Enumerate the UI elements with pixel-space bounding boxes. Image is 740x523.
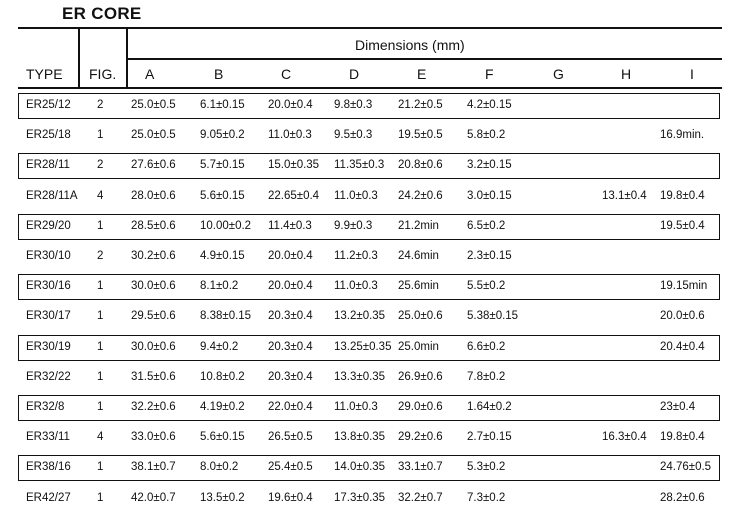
cell-a: 38.1±0.7 <box>131 461 176 474</box>
cell-e: 25.0±0.6 <box>398 310 443 323</box>
cell-b: 8.0±0.2 <box>200 461 239 474</box>
cell-type: ER29/20 <box>26 219 71 232</box>
cell-f: 5.3±0.2 <box>467 461 506 474</box>
cell-d: 9.8±0.3 <box>334 99 373 111</box>
cell-fig: 2 <box>97 250 104 262</box>
cell-i: 20.0±0.6 <box>660 310 705 323</box>
cell-a: 25.0±0.5 <box>131 99 176 111</box>
cell-b: 8.1±0.2 <box>200 280 239 293</box>
cell-fig: 1 <box>97 310 104 323</box>
cell-a: 31.5±0.6 <box>131 370 176 383</box>
cell-d: 13.3±0.35 <box>334 370 386 383</box>
cell-f: 4.2±0.15 <box>467 99 512 111</box>
column-header-f: F <box>485 66 494 82</box>
cell-d: 14.0±0.35 <box>334 461 386 474</box>
cell-b: 10.00±0.2 <box>200 219 252 232</box>
cell-c: 15.0±0.35 <box>268 159 320 172</box>
cell-i: 28.2±0.6 <box>660 491 705 504</box>
cell-fig: 2 <box>97 99 104 111</box>
cell-fig: 4 <box>97 431 104 444</box>
column-header-b: B <box>214 66 224 82</box>
cell-a: 33.0±0.6 <box>131 431 176 444</box>
dimensions-underline <box>127 58 722 60</box>
cell-c: 20.0±0.4 <box>268 280 313 293</box>
cell-c: 11.4±0.3 <box>268 219 312 232</box>
column-header-g: G <box>553 66 564 82</box>
cell-h: 16.3±0.4 <box>602 431 647 444</box>
table-row <box>0 243 740 271</box>
cell-d: 11.0±0.3 <box>334 280 378 293</box>
cell-d: 9.5±0.3 <box>334 129 373 142</box>
cell-c: 20.0±0.4 <box>268 250 313 262</box>
table-row <box>0 92 740 120</box>
cell-e: 29.0±0.6 <box>398 401 443 413</box>
header-bottom-rule <box>18 87 722 89</box>
cell-e: 25.0min <box>398 340 439 353</box>
cell-type: ER32/8 <box>26 401 65 413</box>
table-row <box>0 364 740 392</box>
cell-b: 4.9±0.15 <box>200 250 245 262</box>
cell-d: 11.35±0.3 <box>334 159 385 172</box>
column-header-i: I <box>690 66 694 82</box>
cell-f: 6.5±0.2 <box>467 219 506 232</box>
cell-f: 6.6±0.2 <box>467 340 506 353</box>
cell-i: 19.15min <box>660 280 708 293</box>
cell-c: 22.65±0.4 <box>268 189 320 202</box>
cell-type: ER30/17 <box>26 310 71 323</box>
cell-fig: 1 <box>97 280 104 293</box>
cell-c: 20.0±0.4 <box>268 99 313 111</box>
cell-type: ER38/16 <box>26 461 71 474</box>
cell-fig: 1 <box>97 129 104 142</box>
fig-header: FIG. <box>89 66 117 82</box>
cell-i: 24.76±0.5 <box>660 461 712 474</box>
cell-i: 19.5±0.4 <box>660 219 705 232</box>
table-row <box>0 303 740 331</box>
cell-c: 11.0±0.3 <box>268 129 312 142</box>
cell-i: 19.8±0.4 <box>660 431 705 444</box>
table-row <box>0 454 740 482</box>
table-row <box>0 152 740 180</box>
column-header-a: A <box>145 66 155 82</box>
cell-fig: 1 <box>97 219 104 232</box>
cell-type: ER25/18 <box>26 129 71 142</box>
cell-d: 11.2±0.3 <box>334 250 378 262</box>
cell-type: ER25/12 <box>26 99 71 111</box>
page-title: ER CORE <box>62 4 142 23</box>
cell-e: 25.6min <box>398 280 439 293</box>
table-row <box>0 122 740 150</box>
cell-f: 2.7±0.15 <box>467 431 512 444</box>
cell-h: 13.1±0.4 <box>602 189 647 202</box>
cell-e: 19.5±0.5 <box>398 129 443 142</box>
cell-c: 20.3±0.4 <box>268 370 313 383</box>
cell-b: 9.05±0.2 <box>200 129 245 142</box>
cell-type: ER30/19 <box>26 340 71 353</box>
cell-c: 20.3±0.4 <box>268 340 313 353</box>
cell-fig: 1 <box>97 491 104 504</box>
dimensions-header: Dimensions (mm) <box>355 37 465 53</box>
cell-e: 24.2±0.6 <box>398 189 443 202</box>
cell-i: 19.8±0.4 <box>660 189 705 202</box>
cell-d: 13.2±0.35 <box>334 310 386 323</box>
column-header-h: H <box>621 66 632 82</box>
cell-a: 29.5±0.6 <box>131 310 176 323</box>
cell-e: 26.9±0.6 <box>398 370 443 383</box>
cell-i: 16.9min. <box>660 129 705 142</box>
cell-e: 21.2min <box>398 219 439 232</box>
cell-c: 20.3±0.4 <box>268 310 313 323</box>
cell-c: 26.5±0.5 <box>268 431 313 444</box>
cell-b: 9.4±0.2 <box>200 340 239 353</box>
cell-b: 5.6±0.15 <box>200 189 245 202</box>
type-header: TYPE <box>26 66 63 82</box>
cell-e: 29.2±0.6 <box>398 431 443 444</box>
cell-f: 7.8±0.2 <box>467 370 506 383</box>
cell-d: 9.9±0.3 <box>334 219 373 232</box>
cell-fig: 1 <box>97 461 104 474</box>
cell-type: ER28/11A <box>26 189 78 202</box>
cell-a: 32.2±0.6 <box>131 401 176 413</box>
fig-dims-divider <box>126 27 128 89</box>
cell-b: 5.6±0.15 <box>200 431 245 444</box>
cell-d: 17.3±0.35 <box>334 491 386 504</box>
cell-b: 8.38±0.15 <box>200 310 252 323</box>
cell-type: ER33/11 <box>26 431 70 444</box>
cell-a: 25.0±0.5 <box>131 129 176 142</box>
cell-f: 5.38±0.15 <box>467 310 519 323</box>
table-row <box>0 334 740 362</box>
cell-a: 27.6±0.6 <box>131 159 176 172</box>
cell-c: 25.4±0.5 <box>268 461 313 474</box>
table-row <box>0 213 740 241</box>
cell-fig: 1 <box>97 401 104 413</box>
cell-b: 4.19±0.2 <box>200 401 245 413</box>
cell-type: ER32/22 <box>26 370 71 383</box>
cell-fig: 2 <box>97 159 104 172</box>
cell-d: 13.25±0.35 <box>334 340 392 353</box>
table-row <box>0 485 740 513</box>
cell-a: 28.5±0.6 <box>131 219 176 232</box>
cell-b: 5.7±0.15 <box>200 159 245 172</box>
cell-f: 5.8±0.2 <box>467 129 506 142</box>
cell-d: 13.8±0.35 <box>334 431 386 444</box>
table-row <box>0 273 740 301</box>
cell-a: 30.0±0.6 <box>131 280 176 293</box>
cell-type: ER30/10 <box>26 250 71 262</box>
cell-e: 33.1±0.7 <box>398 461 443 474</box>
cell-c: 22.0±0.4 <box>268 401 313 413</box>
cell-b: 6.1±0.15 <box>200 99 245 111</box>
cell-i: 23±0.4 <box>660 401 696 413</box>
cell-type: ER28/11 <box>26 159 70 172</box>
cell-e: 21.2±0.5 <box>398 99 443 111</box>
cell-a: 30.2±0.6 <box>131 250 176 262</box>
cell-i: 20.4±0.4 <box>660 340 705 353</box>
cell-e: 24.6min <box>398 250 439 262</box>
cell-f: 1.64±0.2 <box>467 401 512 413</box>
column-header-d: D <box>349 66 360 82</box>
cell-a: 30.0±0.6 <box>131 340 176 353</box>
cell-a: 28.0±0.6 <box>131 189 176 202</box>
cell-f: 5.5±0.2 <box>467 280 506 293</box>
cell-a: 42.0±0.7 <box>131 491 176 504</box>
cell-fig: 1 <box>97 340 104 353</box>
cell-fig: 4 <box>97 189 104 202</box>
cell-d: 11.0±0.3 <box>334 401 378 413</box>
cell-f: 3.2±0.15 <box>467 159 512 172</box>
cell-f: 3.0±0.15 <box>467 189 512 202</box>
cell-e: 20.8±0.6 <box>398 159 443 172</box>
table-row <box>0 183 740 211</box>
cell-type: ER42/27 <box>26 491 71 504</box>
table-row <box>0 394 740 422</box>
cell-c: 19.6±0.4 <box>268 491 313 504</box>
cell-b: 10.8±0.2 <box>200 370 245 383</box>
cell-f: 2.3±0.15 <box>467 250 512 262</box>
cell-fig: 1 <box>97 370 104 383</box>
header-top-rule <box>18 27 722 29</box>
column-header-e: E <box>417 66 427 82</box>
table-row <box>0 424 740 452</box>
cell-b: 13.5±0.2 <box>200 491 245 504</box>
cell-type: ER30/16 <box>26 280 71 293</box>
cell-d: 11.0±0.3 <box>334 189 378 202</box>
cell-f: 7.3±0.2 <box>467 491 506 504</box>
column-header-c: C <box>281 66 292 82</box>
cell-e: 32.2±0.7 <box>398 491 443 504</box>
type-fig-divider <box>78 27 80 89</box>
